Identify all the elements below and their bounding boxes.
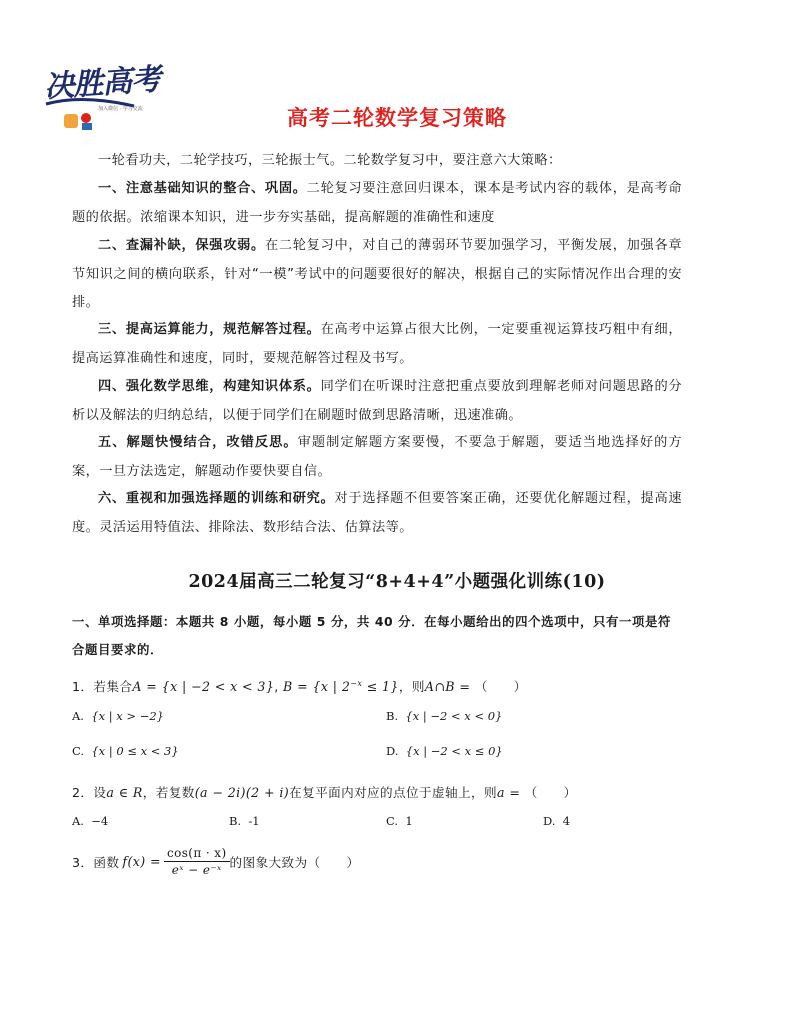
question-2-stem-d: = （ ）: [504, 785, 577, 800]
strategy-1: [72, 175, 682, 232]
logo-text: 决胜高考: [43, 61, 162, 105]
strategy-2-body: 在二轮复习中，对自己的薄弱环节要加强学习，平衡发展，加强各章节知识之间的横向联系，针对“一模”考试中的问题要很好的解决，根据自己的实际情况作出合理的安排。: [72, 238, 682, 310]
strategy-6: [72, 485, 682, 542]
logo-subtitle: 加入微信 · 学习交流: [98, 106, 143, 112]
strategy-1-body: 二轮复习要注意回归课本，课本是考试内容的载体，是高考命题的依据。浓缩课本知识，进一步夯实基础，提高解题的准确性和速度: [72, 181, 682, 225]
question-2-number: 2．: [72, 785, 94, 800]
fraction-numerator: cos(π · x): [164, 846, 230, 862]
question-1-stem-a: 若集合: [93, 679, 133, 694]
question-2: [72, 782, 577, 801]
exam-title: 2024届高三二轮复习“8+4+4”小题强化训练(10): [188, 572, 606, 592]
q1-option-b[interactable]: B. {x | −2 < x < 0}: [386, 709, 503, 723]
question-3-stem-a: 函数: [93, 855, 120, 870]
strategy-4-body: 同学们在听课时注意把重点要放到理解老师对问题思路的分析以及解法的归纳总结，以便于同学们在刷题时做到思路清晰，迅速准确。: [72, 379, 682, 423]
q2-option-b[interactable]: B. -1: [229, 814, 260, 828]
intro-paragraph: 一轮看功夫，二轮学技巧，三轮振士气。二轮数学复习中，要注意六大策略：: [98, 153, 562, 168]
strategy-6-body: 对于选择题不但要答案正确，还要优化解题过程，提高速度。灵活运用特值法、排除法、数形结合法、估算法等。: [72, 491, 683, 535]
strategy-5-heading: 五、解题快慢结合，改错反思。: [98, 435, 298, 450]
complex-expr: (a − 2i)(2 + i): [194, 785, 290, 800]
page-title: 高考二轮数学复习策略: [287, 106, 507, 130]
strategy-6-heading: 六、重视和加强选择题的训练和研究。: [98, 491, 335, 506]
fraction-denominator: eˣ − e⁻ˣ: [171, 863, 222, 877]
question-1-number: 1．: [72, 679, 94, 694]
strategy-5-body: 审题制定解题方案要慢，不要急于解题，要适当地选择好的方案，一旦方法选定，解题动作要快要自信。: [72, 435, 682, 479]
question-3-number: 3．: [72, 855, 94, 870]
function-fraction: [164, 846, 230, 877]
q1-option-d[interactable]: D. {x | −2 < x ≤ 0}: [386, 744, 503, 758]
strategy-4-heading: 四、强化数学思维，构建知识体系。: [98, 379, 321, 394]
q2-option-d[interactable]: D. 4: [543, 814, 571, 828]
question-2-stem-c: 在复平面内对应的点位于虚轴上，则: [289, 785, 497, 800]
q2-option-c[interactable]: C. 1: [386, 814, 413, 828]
strategy-2-heading: 二、查漏补缺，保强攻弱。: [98, 238, 265, 253]
variable-a: a: [497, 785, 505, 800]
question-3: [72, 846, 359, 877]
question-3-stem-b: 的图象大致为（ ）: [229, 855, 360, 870]
question-1-stem-c: = （ ）: [454, 679, 527, 694]
set-a: A = {x | −2 < x < 3}: [132, 679, 275, 694]
question-1: 1．若集合A = {x | −2 < x < 3}, B = {x | $2^{-x} \le 1$}，则A∩B = （ ）: [72, 678, 527, 694]
q1-option-c[interactable]: C. {x | 0 ≤ x < 3}: [72, 744, 179, 758]
condition-expr: a ∈ R: [106, 785, 143, 800]
set-b-exponent: −x: [350, 678, 363, 688]
q1-option-a[interactable]: A. {x | x > −2}: [72, 709, 164, 723]
section-instructions: 一、单项选择题：本题共 8 小题，每小题 5 分，共 40 分．在每小题给出的四个选项中，只有一项是符合题目要求的．: [72, 614, 671, 657]
strategy-1-heading: 一、注意基础知识的整合、巩固。: [98, 181, 307, 196]
strategy-3-heading: 三、提高运算能力，规范解答过程。: [98, 322, 321, 337]
function-name: f(x) =: [122, 854, 161, 869]
strategy-3-body: 在高考中运算占很大比例，一定要重视运算技巧粗中有细，提高运算准确性和速度，同时，要规范解答过程及书写。: [72, 322, 682, 366]
strategy-3: [72, 316, 682, 373]
set-b: B = {x | $2^{-x} \le 1$}: [283, 678, 399, 694]
intersection-expr: A∩B: [424, 679, 455, 694]
strategy-2: [72, 232, 682, 318]
strategy-4: [72, 373, 682, 430]
question-1-stem-b: ，则: [398, 679, 425, 694]
q2-option-a[interactable]: A. −4: [72, 814, 109, 828]
question-2-stem-b: ，若复数: [142, 785, 195, 800]
strategy-5: [72, 429, 682, 486]
question-2-stem-a: 设: [93, 785, 107, 800]
